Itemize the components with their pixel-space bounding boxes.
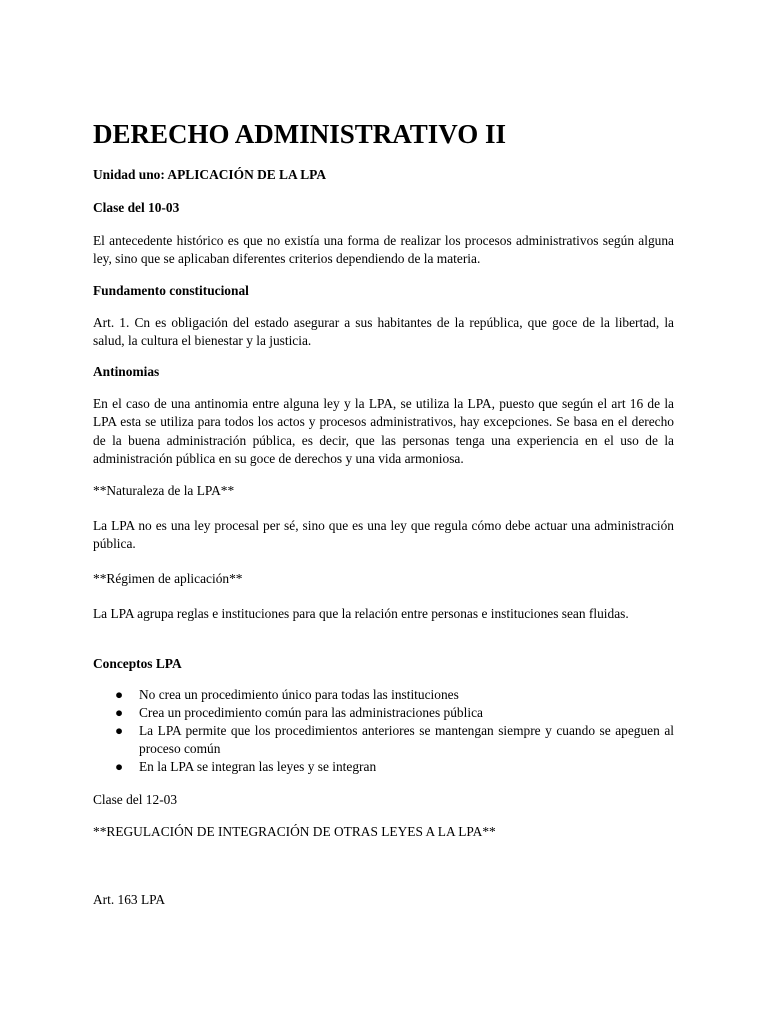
bullet-icon: ●	[115, 723, 124, 738]
article-reference: Art. 163 LPA	[93, 892, 166, 907]
class-date-label: Clase del 12-03	[93, 792, 178, 807]
bullet-icon: ●	[115, 687, 124, 702]
bullet-icon: ●	[115, 705, 124, 720]
list-item-text: No crea un procedimiento único para todas las instituciones	[139, 687, 459, 702]
label-regimen: **Régimen de aplicación**	[93, 571, 243, 586]
list-item-text: Crea un procedimiento común para las administraciones pública	[139, 705, 483, 720]
list-item-text: En la LPA se integran las leyes y se integran	[139, 759, 377, 774]
class-date-heading: Clase del 10-03	[93, 200, 180, 215]
unit-heading: Unidad uno: APLICACIÓN DE LA LPA	[93, 167, 327, 182]
document-title: DERECHO ADMINISTRATIVO II	[93, 119, 507, 149]
list-item	[93, 686, 674, 704]
label-naturaleza: **Naturaleza de la LPA**	[93, 483, 235, 498]
heading-conceptos: Conceptos LPA	[93, 656, 182, 671]
bullet-icon: ●	[115, 759, 124, 774]
list-item	[93, 722, 674, 758]
list-item-text: La LPA permite que los procedimientos anteriores se mantengan siempre y cuando se apeguen al proceso común	[139, 723, 674, 756]
paragraph-naturaleza: La LPA no es una ley procesal per sé, sino que es una ley que regula cómo debe actuar una administración pública.	[93, 518, 674, 552]
conceptos-list	[93, 686, 674, 776]
list-item	[93, 704, 674, 722]
paragraph-antinomias: En el caso de una antinomia entre alguna ley y la LPA, se utiliza la LPA, puesto que según el art 16 de la LPA esta se utiliza para todos los actos y procesos administrativos, hay excepciones. Se basa en el derecho de la buena administración pública, es decir, que las personas tenga una experiencia en el uso de la administración pública en su goce de derechos y una vida armoniosa.	[93, 396, 674, 466]
list-item	[93, 758, 674, 776]
paragraph-antecedente: El antecedente histórico es que no existía una forma de realizar los procesos administrativos según alguna ley, sino que se aplicaban diferentes criterios dependiendo de la materia.	[93, 233, 674, 267]
paragraph-art-1: Art. 1. Cn es obligación del estado asegurar a sus habitantes de la república, que goce de la libertad, la salud, la cultura el bienestar y la justicia.	[93, 315, 674, 349]
label-regulacion: **REGULACIÓN DE INTEGRACIÓN DE OTRAS LEYES A LA LPA**	[93, 824, 496, 839]
heading-antinomias: Antinomias	[93, 364, 160, 379]
paragraph-regimen: La LPA agrupa reglas e instituciones para que la relación entre personas e instituciones sean fluidas.	[93, 606, 629, 621]
heading-fundamento-constitucional: Fundamento constitucional	[93, 283, 249, 298]
